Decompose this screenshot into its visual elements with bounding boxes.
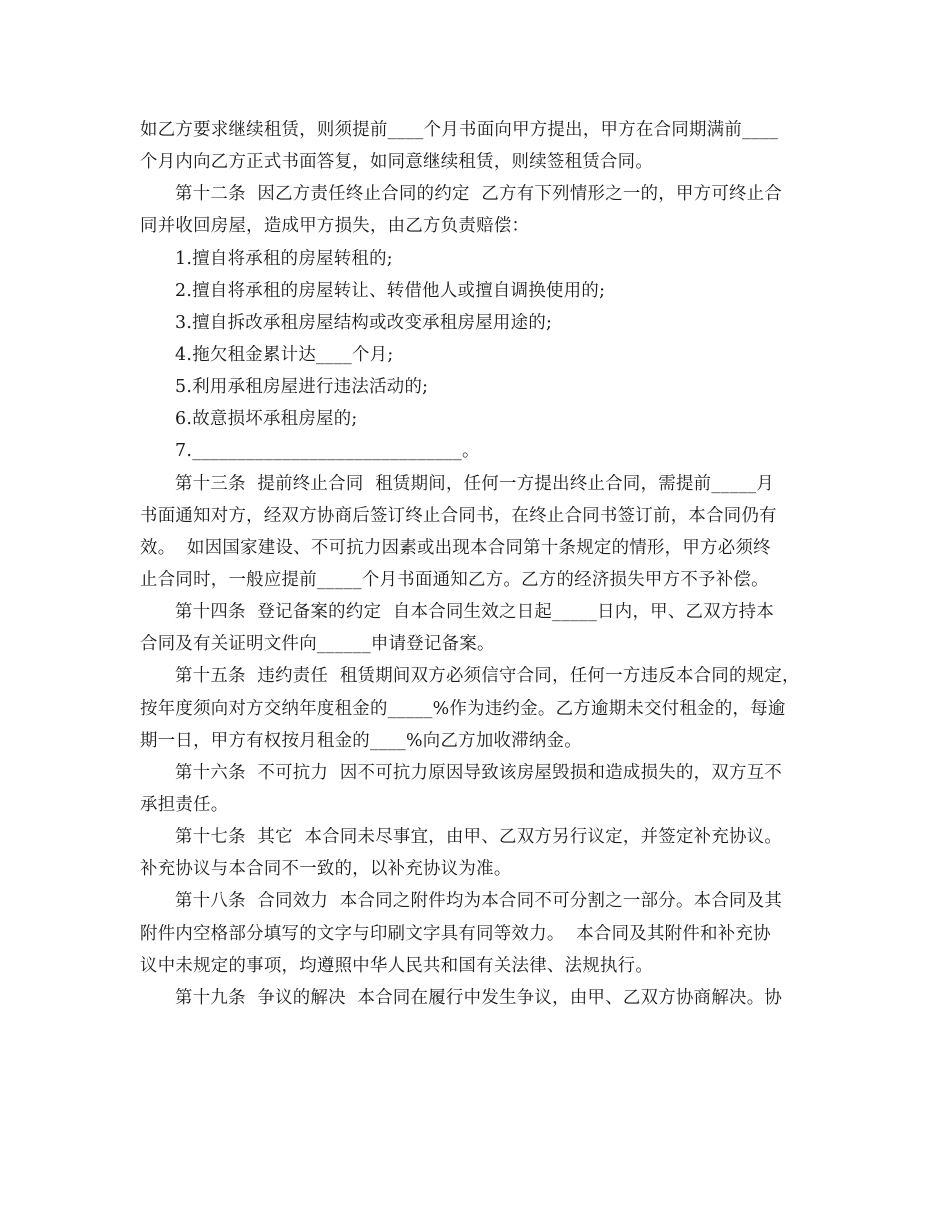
text-line: 合同及有关证明文件向______申请登记备案。 xyxy=(140,634,495,655)
text-line: 如乙方要求继续租赁，则须提前____个月书面向甲方提出，甲方在合同期满前____ xyxy=(140,120,779,140)
text-line: 2.擅自将承租的房屋转让、转借他人或擅自调换使用的; xyxy=(175,280,606,301)
text-line: 5.利用承租房屋进行违法活动的; xyxy=(175,377,429,398)
text-line: 第十二条 因乙方责任终止合同的约定 乙方有下列情形之一的，甲方可终止合 xyxy=(175,184,783,205)
text-line: 同并收回房屋，造成甲方损失，由乙方负责赔偿： xyxy=(140,216,530,237)
text-line: 第十九条 争议的解决 本合同在履行中发生争议，由甲、乙双方协商解决。协 xyxy=(175,987,783,1008)
text-line: 第十五条 违约责任 租赁期间双方必须信守合同，任何一方违反本合同的规定， xyxy=(175,666,800,687)
text-line: 第十八条 合同效力 本合同之附件均为本合同不可分割之一部分。本合同及其 xyxy=(175,891,783,912)
text-line: 效。 如因国家建设、不可抗力因素或出现本合同第十条规定的情形，甲方必须终 xyxy=(140,537,771,558)
text-line: 7.______________________________。 xyxy=(175,441,480,462)
text-line: 1.擅自将承租的房屋转租的; xyxy=(175,248,393,269)
text-line: 按年度须向对方交纳年度租金的_____%作为违约金。乙方逾期未交付租金的，每逾 xyxy=(140,698,786,719)
text-line: 3.擅自拆改承租房屋结构或改变承租房屋用途的; xyxy=(175,312,553,333)
text-line: 补充协议与本合同不一致的，以补充协议为准。 xyxy=(140,859,512,880)
text-line: 第十四条 登记备案的约定 自本合同生效之日起_____日内，甲、乙双方持本 xyxy=(175,602,775,623)
text-line: 止合同时，一般应提前_____个月书面通知乙方。乙方的经济损失甲方不予补偿。 xyxy=(140,569,769,590)
document-body xyxy=(140,114,820,1014)
text-line: 6.故意损坏承租房屋的; xyxy=(175,409,358,430)
text-line: 第十六条 不可抗力 因不可抗力原因导致该房屋毁损和造成损失的，双方互不 xyxy=(175,762,783,783)
text-line: 承担责任。 xyxy=(140,794,229,815)
text-line: 附件内空格部分填写的文字与印刷文字具有同等效力。 本合同及其附件和补充协 xyxy=(140,923,771,944)
text-line: 个月内向乙方正式书面答复，如同意继续租赁，则续签租赁合同。 xyxy=(140,152,654,173)
text-line: 4.拖欠租金累计达____个月; xyxy=(175,344,394,365)
text-line: 第十三条 提前终止合同 租赁期间，任何一方提出终止合同，需提前_____月 xyxy=(175,473,775,494)
text-line: 书面通知对方，经双方协商后签订终止合同书，在终止合同书签订前，本合同仍有 xyxy=(140,505,777,526)
text-line: 第十七条 其它 本合同未尽事宜，由甲、乙双方另行议定，并签定补充协议。 xyxy=(175,827,783,848)
text-line: 议中未规定的事项，均遵照中华人民共和国有关法律、法规执行。 xyxy=(140,955,654,976)
text-line: 期一日，甲方有权按月租金的____%向乙方加收滞纳金。 xyxy=(140,730,583,751)
